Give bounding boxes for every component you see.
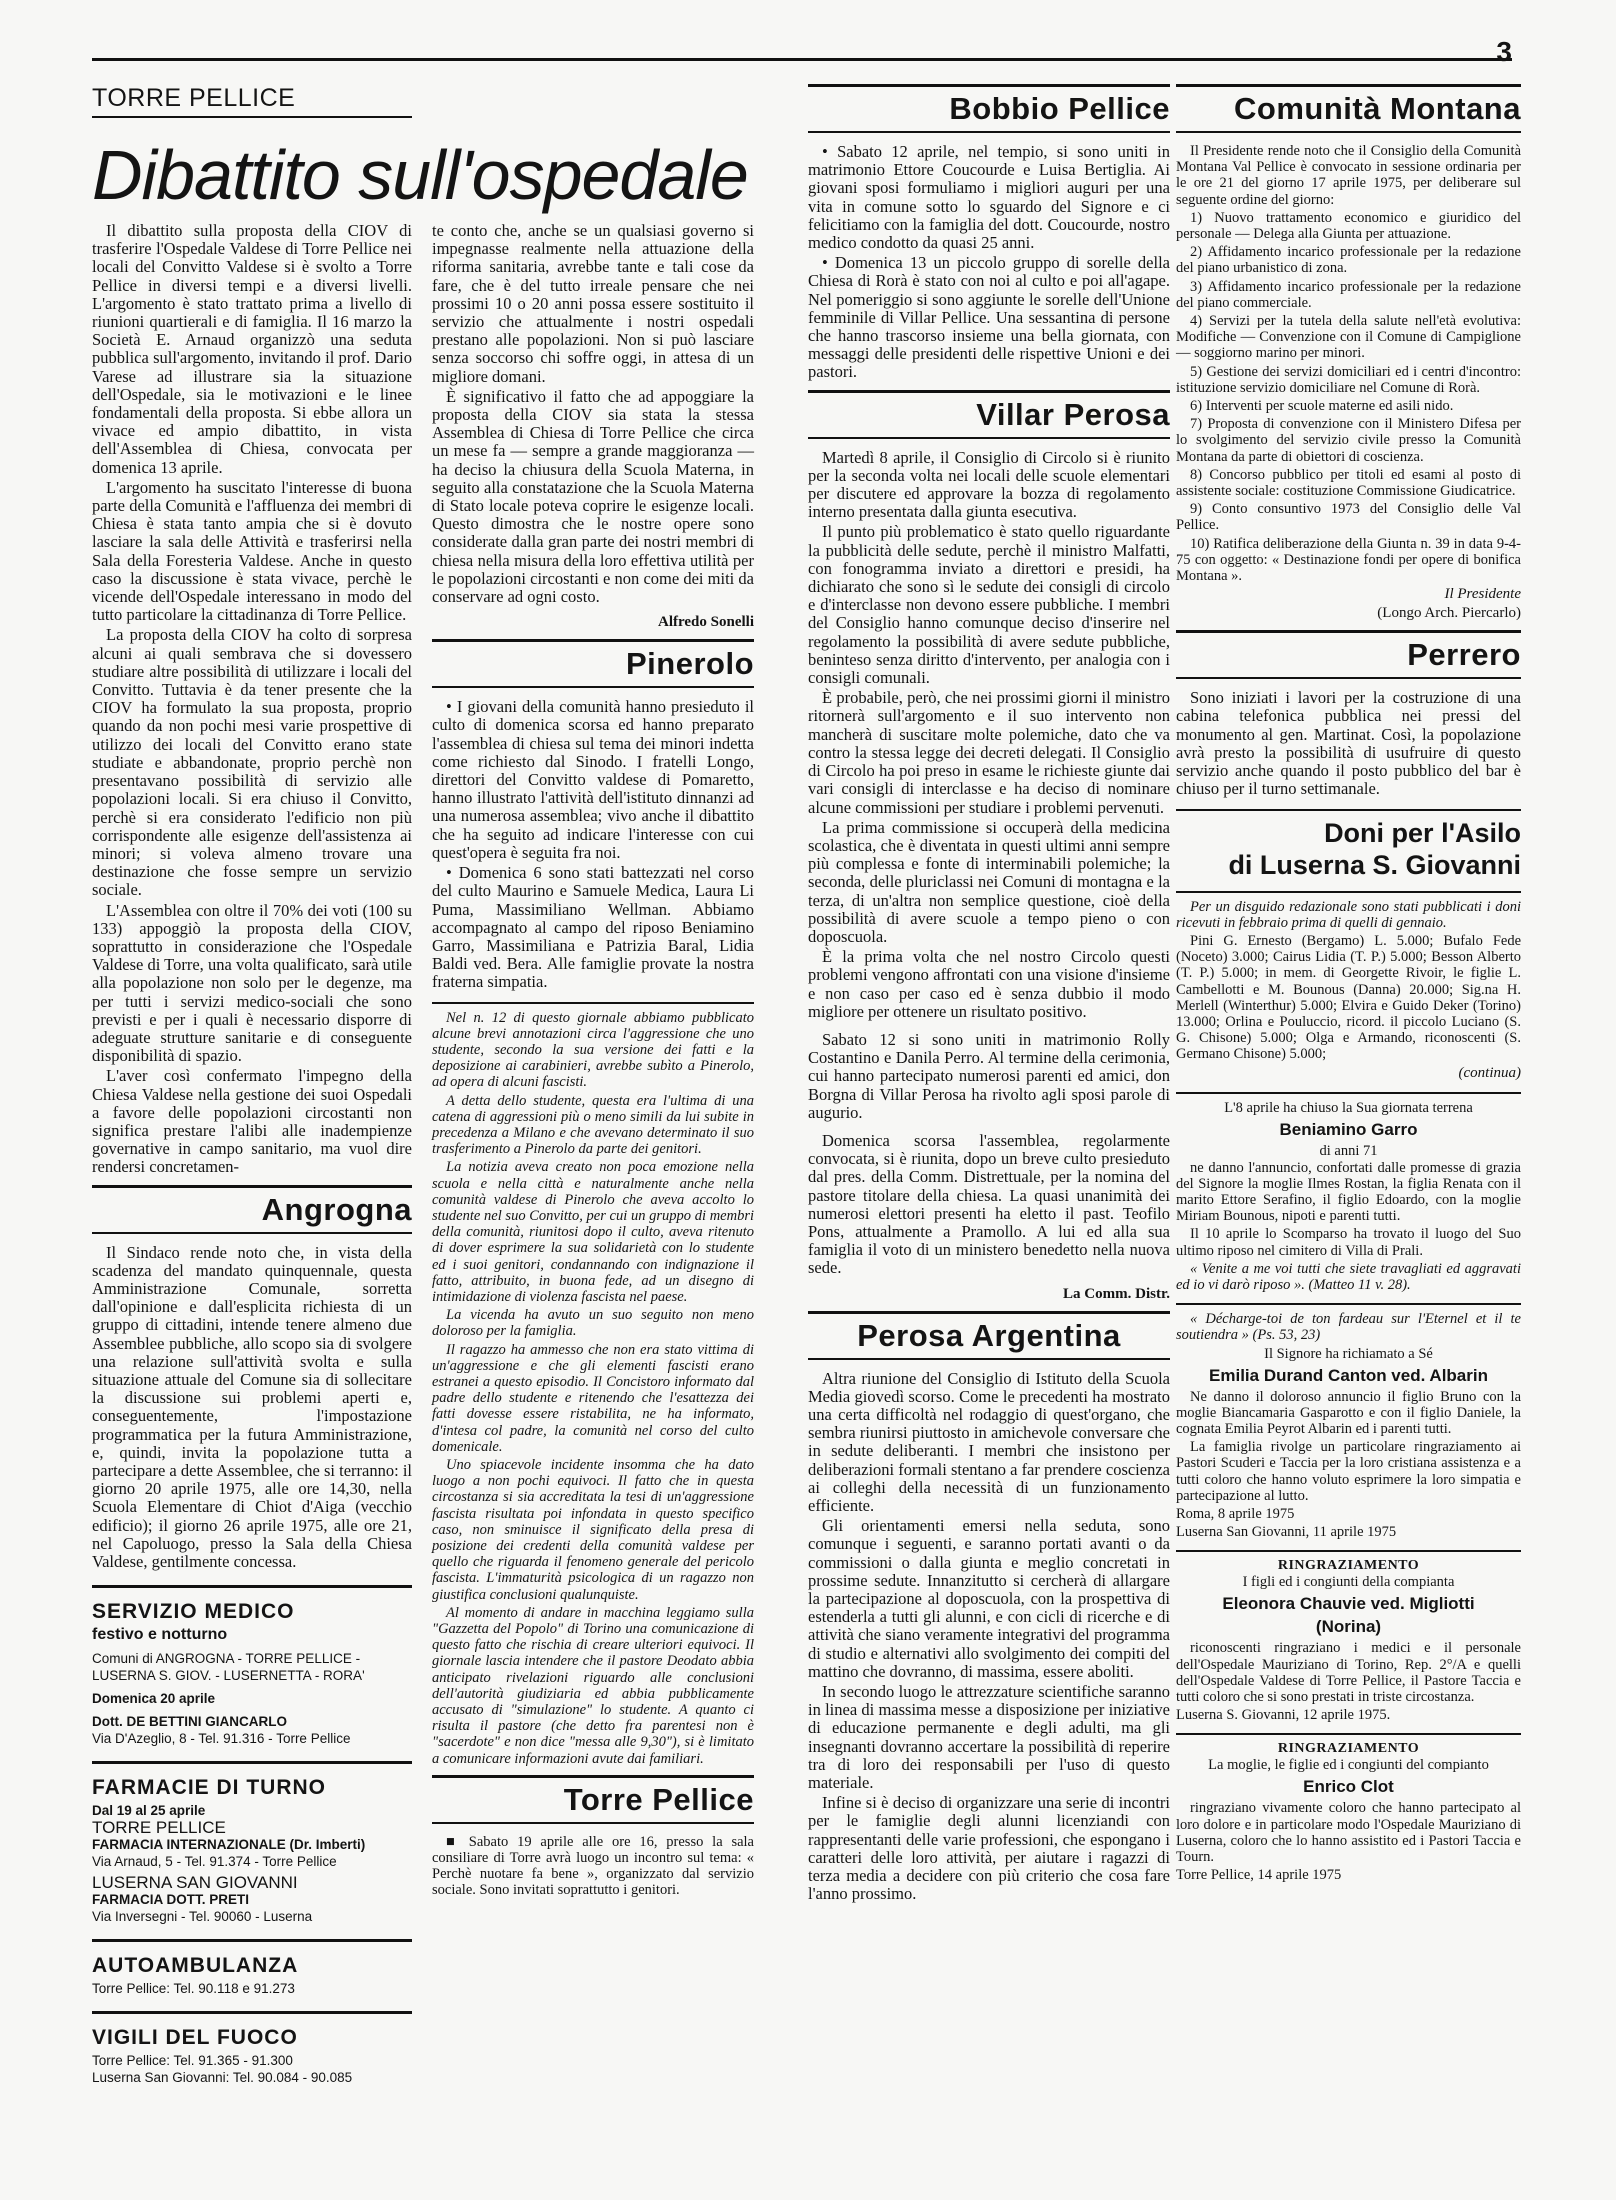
paragraph: • Sabato 12 aprile, nel tempio, si sono uniti in matrimonio Ettore Coucourde e Luisa Bertiglia. Ai giovani sposi formuliamo i migliori auguri per una vita in comune sotto lo sguardo del Signore e ci felicitiamo con la famiglia del dott. Coucourde, nostro medico condotto da quasi 25 anni. xyxy=(808,142,1170,253)
section-title-torre-pellice: Torre Pellice xyxy=(432,1775,754,1824)
obituary-name: Beniamino Garro xyxy=(1279,1119,1418,1139)
divider xyxy=(432,1002,754,1004)
paragraph: La vicenda ha avuto un suo seguito non meno doloroso per la famiglia. xyxy=(432,1307,754,1340)
paragraph: Il Sindaco rende noto che, in vista della scadenza del mandato quinquennale, questa Amministrazione Comunale, sorretta dall'opinione e dall'esplicita richiesta di un gruppo di cittadini, intende tenere almeno due Assemblee pubbliche, allo scopo sia di svolgere una relazione sull'attività svolta e sulla situazione attuale del Comune sia di sollecitare la discussione sui problemi aperti e, conseguentemente, l'impostazione programmatica per la futura Amministrazione, e, quindi, invita la popolazione tutta a partecipare a dette Assemblee, che si terranno: il giorno 20 aprile 1975, alle ore 14,30, nella Scuola Elementare di Chiot d'Aiga (vecchio edificio); il giorno 26 aprile 1975, alle ore 21, nel Capoluogo, presso la Sala della Chiesa Valdese, gentilmente concessa. xyxy=(92,1242,412,1572)
divider xyxy=(1176,1303,1521,1305)
paragraph: Uno spiacevole incidente insomma che ha dato luogo a non pochi equivoci. Il fatto che in questa circostanza si sia accreditata la tesi di un'aggressione fascista risultata poi infondata in questo specifico caso, non sminuisce il significato della presa di posizione dei credenti della comunità valdese per quello che riguarda il fenomeno generale del pericolo fascista. L'immaturità psicologica di un ragazzo non giustifica conclusioni qualunquiste. xyxy=(432,1457,754,1603)
paragraph: Nel n. 12 di questo giornale abbiamo pubblicato alcune brevi annotazioni circa l'aggressione che uno studente, secondo la sua versione dei fatti e la deposizione ai carabinieri, avrebbe subìto a Pinerolo, ad opera di alcuni fascisti. xyxy=(432,1009,754,1091)
obituary-intro: L'8 aprile ha chiuso la Sua giornata terrena xyxy=(1224,1099,1473,1116)
paragraph: Per un disguido redazionale sono stati pubblicati i doni ricevuti in febbraio prima di quelli di gennaio. xyxy=(1176,898,1521,931)
box-line: Luserna San Giovanni: Tel. 90.084 - 90.085 xyxy=(92,2070,353,2086)
paragraph: In secondo luogo le attrezzature scientifiche saranno in linea di massima messe a disposizione per iniziative di educazione permanente e degli adulti, ma gli insegnanti dovranno accertare la possibilità di reperire tra di loro dei responsabili per l'uso di questo materiale. xyxy=(808,1682,1170,1793)
paragraph: Infine si è deciso di organizzare una serie di incontri per le famiglie degli alunni licenziandi con rappresentanti delle varie professioni, che espongano i caratteri delle loro attività, per aiutare i ragazzi di terza media a decidere con più criterio che cosa fare l'anno prossimo. xyxy=(808,1793,1170,1904)
paragraph: • I giovani della comunità hanno presieduto il culto di domenica scorsa ed hanno preparato l'assemblea di chiesa sul tema dei minori indetta come richiesto dal Sinodo. I fratelli Longo, direttori del Convitto valdese di Pomaretto, hanno illustrato l'attività dell'istituto dinnanzi ad una numerosa assemblea; vivo anche il dibattito che ha seguito ad indicare l'interesse con cui quest'opera è seguita fra noi. xyxy=(432,697,754,862)
paragraph: Ne danno il doloroso annuncio il figlio Bruno con la moglie Biancamaria Gasparotto e con il figlio Daniele, la cognata Emilia Peyrot Albarin ed i parenti tutti. xyxy=(1176,1388,1521,1437)
agenda-item: 10) Ratifica deliberazione della Giunta n. 39 in data 9-4-75 con oggetto: « Destinazione fondi per opere di bonifica Montana ». xyxy=(1176,535,1521,585)
box-title: FARMACIE DI TURNO xyxy=(92,1776,326,1800)
box-line: Domenica 20 aprile xyxy=(92,1691,216,1707)
obituary-intro: Il Signore ha richiamato a Sé xyxy=(1264,1345,1433,1362)
paragraph: La notizia aveva creato non poca emozione nella scuola e nella città e naturalmente anche nella comunità valdese di Pinerolo che aveva accolto lo studente nel suo Convitto, per cui un gruppo di membri della comunità, riunitosi dopo il culto, aveva ritenuto di dover esprimere la sua solidarietà con lo studente ed i suoi genitori, condannando con indignazione il fatto, attribuito, in buona fede, ad un disegno di intimidazione di violenza fascista nel paese. xyxy=(432,1159,754,1305)
place-date: Roma, 8 aprile 1975 xyxy=(1176,1505,1295,1522)
paragraph: È probabile, però, che nei prossimi giorni il ministro ritornerà sull'argomento e il suo intervento non mancherà di suscitare molte polemiche, dato che va contro la stessa legge dei decreti delegati. Il Consiglio di Circolo ha poi preso in esame le richieste giunte dai vari consigli di interclasse e ha deciso di nominare alcune commissioni per studiare i problemi pervenuti. xyxy=(808,688,1170,817)
agenda-item: 6) Interventi per scuole materne ed asili nido. xyxy=(1190,398,1454,415)
paragraph: L'argomento ha suscitato l'interesse di buona parte della Comunità e l'affluenza dei membri di Chiesa è stata tanto ampia che si è dovuto lasciare la sala delle Attività e trasferirsi nella Sala della Foresteria Valdese. Anche in questo caso la discussione è stata vivace, perchè le vicende dell'Ospedale interessano in modo del tutto particolare la cittadinanza di Torre Pellice. xyxy=(92,477,412,625)
agenda-item: 7) Proposta di convenzione con il Ministero Difesa per lo svolgimento del servizio civile presso la Comunità Montana da parte di obiettori di coscienza. xyxy=(1176,416,1521,465)
paragraph: ne danno l'annuncio, confortati dalle promesse di grazia del Signore la moglie Ilmes Rostan, la figlia Renata con il marito Ettore Serafino, il figlio Edoardo, con la moglie Miriam Bounous, nipoti e parenti tutti. xyxy=(1176,1159,1521,1225)
ringraziamento-intro: I figli ed i congiunti della compianta xyxy=(1242,1574,1455,1591)
top-rule xyxy=(92,58,1512,61)
box-line: Via Inversegni - Tel. 90060 - Luserna xyxy=(92,1909,313,1925)
divider xyxy=(1176,1092,1521,1094)
agenda-item: 4) Servizi per la tutela della salute nell'età evolutiva: Modifiche — Convenzione con il Comune di Campiglione — soggiorno marino per minori. xyxy=(1176,313,1521,362)
obituary-age: di anni 71 xyxy=(1319,1142,1378,1159)
paragraph: Martedì 8 aprile, il Consiglio di Circolo si è riunito per la seconda volta nei locali delle scuole elementari per discutere ed approvare la bozza di regolamento interno presentata dalla giunta esecutiva. xyxy=(808,447,1170,522)
paragraph: L'aver così confermato l'impegno della Chiesa Valdese nella gestione dei suoi Ospedali a favore delle popolazioni circostanti non significa prestare l'alibi alle inadempienze governative in campo sanitario, ma vuol dire rendersi concretamen- xyxy=(92,1066,412,1177)
ringraziamento-name: Enrico Clot xyxy=(1303,1777,1394,1797)
section-title-perrero: Perrero xyxy=(1176,630,1521,679)
divider xyxy=(1176,891,1521,893)
paragraph: La famiglia rivolge un particolare ringraziamento ai Pastori Scuderi e Taccia per la loro cristiana assistenza e a tutti coloro che hanno voluto esprimere la loro simpatia e partecipazione al lutto. xyxy=(1176,1439,1521,1504)
box-title: SERVIZIO MEDICO xyxy=(92,1600,295,1624)
page-number: 3 xyxy=(1496,36,1512,67)
agenda-item: 1) Nuovo trattamento economico e giuridico del personale — Delega alla Giunta per attuazione. xyxy=(1176,209,1521,243)
agenda-item: 8) Concorso pubblico per titoli ed esami al posto di assistente sociale: costituzione Commissione Giudicatrice. xyxy=(1176,466,1521,500)
section-title-villar: Villar Perosa xyxy=(808,390,1170,439)
paragraph: A detta dello studente, questa era l'ultima di una catena di aggressioni più o meno simili da lui subite in precedenza a Milano e che avevano determinato il suo trasferimento a Pinerolo da parte dei genitori. xyxy=(432,1092,754,1158)
obituary-name: Emilia Durand Canton ved. Albarin xyxy=(1209,1365,1488,1385)
column-3 xyxy=(808,84,1170,1905)
box-line: Via Arnaud, 5 - Tel. 91.374 - Torre Pellice xyxy=(92,1854,337,1870)
main-headline: Dibattito sull'ospedale xyxy=(92,136,748,214)
farmacie-box xyxy=(92,1761,412,1925)
box-line: Dott. DE BETTINI GIANCARLO xyxy=(92,1714,287,1730)
paragraph: Il 10 aprile lo Scomparso ha trovato il luogo del Suo ultimo riposo nel cimitero di Villa di Prali. xyxy=(1176,1226,1521,1259)
ringraziamento-name: (Norina) xyxy=(1315,1617,1382,1637)
ringraziamento-header: RINGRAZIAMENTO xyxy=(1277,1558,1420,1574)
ringraziamento-header: RINGRAZIAMENTO xyxy=(1277,1741,1420,1757)
box-line: Dal 19 al 25 aprile xyxy=(92,1803,206,1819)
paragraph: Il dibattito sulla proposta della CIOV di trasferire l'Ospedale Valdese di Torre Pellice nei locali del Convitto Valdese si è svolto a Torre Pellice in diversi tempi e a diversi livelli. L'argomento è stato trattato prima a livello di riunioni quartierali e di famiglia. Il 16 marzo la Società E. Arnaud organizzò una seduta pubblica sull'argomento, invitando il prof. Dario Varese ad illustrare sia la situazione dell'Ospedale, sia le motivazioni e le linee fondamentali della proposta. Si ebbe allora un vivace ed ampio dibattito, in vista dell'Assemblea di Chiesa, convocata per domenica 13 aprile. xyxy=(92,221,412,477)
section-kicker: TORRE PELLICE xyxy=(92,84,412,118)
paragraph: È la prima volta che nel nostro Circolo questi problemi vengono affrontati con una visione d'insieme e non caso per caso ed è senza dubbio il modo migliore per ottenere un risultato positivo. xyxy=(808,947,1170,1021)
agenda-item: 2) Affidamento incarico professionale per la redazione del piano urbanistico di zona. xyxy=(1176,244,1521,277)
servizio-medico-box xyxy=(92,1585,412,1747)
divider xyxy=(1176,809,1521,811)
section-title-pinerolo: Pinerolo xyxy=(432,639,754,688)
box-line: Comuni di ANGROGNA - TORRE PELLICE - LUSERNA S. GIOV. - LUSERNETTA - RORA' xyxy=(92,1651,365,1684)
agenda-item: 5) Gestione dei servizi domiciliari ed i centri d'incontro: istituzione servizio domiciliare nel Comune di Rorà. xyxy=(1176,363,1521,396)
paragraph: • Domenica 6 sono stati battezzati nel corso del culto Maurino e Samuele Medica, Laura Li Puma, Massimiliano Wellman. Abbiamo accompagnato al campo del riposo Beniamino Garro, Massimiliana e Patrizia Baral, Lidia Baldi ved. Bera. Alle famiglie provate la nostra fraterna simpatia. xyxy=(432,863,754,992)
agenda-item: 9) Conto consuntivo 1973 del Consiglio delle Val Pellice. xyxy=(1176,501,1521,534)
section-title-comunita: Comunità Montana xyxy=(1176,84,1521,133)
paragraph: ringraziano vivamente coloro che hanno partecipato al loro dolore e in particolare modo l'Ospedale Mauriziano di Luserna, coloro che lo hanno assistito ed i Pastori Taccia e Tourn. xyxy=(1176,1800,1521,1866)
divider xyxy=(1176,1550,1521,1552)
column-1 xyxy=(92,84,412,118)
vigili-box xyxy=(92,2011,412,2086)
ringraziamento-name: Eleonora Chauvie ved. Migliotti xyxy=(1222,1594,1475,1614)
box-line: Torre Pellice: Tel. 91.365 - 91.300 xyxy=(92,2053,293,2069)
signature: Alfredo Sonelli xyxy=(658,614,754,631)
paragraph: Sabato 12 si sono uniti in matrimonio Rolly Costantino e Danila Perro. Al termine della cerimonia, cui hanno partecipato numerosi parenti ed amici, don Borgna di Villar Perosa ha rivolto agli sposi parole di augurio. xyxy=(808,1029,1170,1122)
doni-title-2: di Luserna S. Giovanni xyxy=(1228,849,1521,880)
paragraph: Domenica scorsa l'assemblea, regolarmente convocata, si è riunita, dopo un breve culto presieduto dal pres. della Comm. Distrettuale, per la nomina del pastore titolare della chiesa. La quasi unanimità dei numerosi elettori presenti ha eletto il past. Teofilo Pons, attualmente a Pramollo. A lui ed alla sua famiglia il voto di un ministero benedetto nella nuova sede. xyxy=(808,1130,1170,1278)
paragraph: • Domenica 13 un piccolo gruppo di sorelle della Chiesa di Rorà è stato con noi al culto e poi all'agape. Nel pomeriggio si sono aggiunte le sorelle dell'Unione femminile di Villar Pellice. Una sessantina di persone che hanno trascorso insieme una bella giornata, con messaggi delle presidenti delle rispettive Unioni e dei pastori. xyxy=(808,253,1170,382)
box-line: Torre Pellice: Tel. 90.118 e 91.273 xyxy=(92,1981,295,1997)
section-title-perosa: Perosa Argentina xyxy=(808,1311,1170,1360)
box-line: FARMACIA DOTT. PRETI xyxy=(92,1892,249,1908)
paragraph: Pini G. Ernesto (Bergamo) L. 5.000; Bufalo Fede (Noceto) 3.000; Cairus Lidia (T. P.) 5.000; Besson Alberto (T. P.) 5.000; in mem. di Georgette Rivoir, le figlie L. Cambellotti e M. Bounous (Danna) 20.000; Sig.na H. Merlell (Winterthur) 5.000; Elvira e Guido Deker (Torino) 13.000; Orlina e Pouluccio, ricord. il piccolo Luciano (S. G. Chisone) 5.000; Olga e Armando, riconoscenti (S. Germano Chisone) 5.000; xyxy=(1176,932,1521,1063)
place-date: Torre Pellice, 14 aprile 1975 xyxy=(1176,1867,1342,1884)
article-ospedale-col1 xyxy=(92,222,412,2086)
paragraph: Il punto più problematico è stato quello riguardante la pubblicità delle sedute, perchè il ministro Malfatti, con fonogramma inviato a direttori e presidi, ha dichiarato che sono sì le sedute dei consigli di circolo e d'interclasse non devono essere pubbliche. I membri del Consiglio hanno comunque deciso d'inserire nel regolamento la possibilità di avere sedute pubbliche, beninteso senza diritto d'intervento, per analogia con i consigli comunali. xyxy=(808,522,1170,688)
signature: La Comm. Distr. xyxy=(1063,1285,1170,1302)
column-4 xyxy=(1176,84,1521,1885)
agenda-item: 3) Affidamento incarico professionale per la redazione del piano commerciale. xyxy=(1176,278,1521,311)
place-date: Luserna S. Giovanni, 12 aprile 1975. xyxy=(1176,1707,1391,1724)
box-title: VIGILI DEL FUOCO xyxy=(92,2026,298,2050)
paragraph: Altra riunione del Consiglio di Istituto della Scuola Media giovedì scorso. Come le precedenti ha mostrato una certa difficoltà nel rodaggio di quest'organo, che sembra riunirsi piuttosto in amichevole conversare che in sedute deliberanti. I membri che insistono per deliberazioni formali stentano a far prendere coscienza ai colleghi della necessità di un funzionamento efficiente. xyxy=(808,1368,1170,1515)
divider xyxy=(1176,1733,1521,1735)
box-line: FARMACIA INTERNAZIONALE (Dr. Imberti) xyxy=(92,1837,366,1853)
continua-note: (continua) xyxy=(1458,1064,1521,1081)
signature: (Longo Arch. Piercarlo) xyxy=(1377,605,1521,622)
signature: Il Presidente xyxy=(1444,586,1521,603)
section-title-angrogna: Angrogna xyxy=(92,1185,412,1234)
paragraph: Sono iniziati i lavori per la costruzione di una cabina telefonica pubblica nei pressi del monumento al gen. Martinat. Così, la popolazione avrà presto la possibilità di usufruire di questo servizio anche quando il posto pubblico del bar è chiuso per il turno settimanale. xyxy=(1176,688,1521,799)
paragraph: te conto che, anche se un qualsiasi governo si impegnasse realmente nella attuazione della riforma sanitaria, avrebbe tante e tali cose da fare, che è del tutto irreale pensare che nei prossimi 10 o 20 anni possa essere sostituito il servizio che attualmente i nostri ospedali prestano alle popolazioni. Non si può lasciare senza soccorso chi soffre oggi, in attesa di un migliore domani. xyxy=(432,221,754,386)
box-line: LUSERNA SAN GIOVANNI xyxy=(92,1873,298,1893)
box-line: TORRE PELLICE xyxy=(92,1818,226,1838)
place-date: Luserna San Giovanni, 11 aprile 1975 xyxy=(1176,1524,1397,1541)
ringraziamento-intro: La moglie, le figlie ed i congiunti del compianto xyxy=(1208,1757,1489,1774)
paragraph: La proposta della CIOV ha colto di sorpresa alcuni ai quali sembrava che si dovessero studiare altre possibilità di utilizzare i locali del Convitto. Tuttavia è da tener presente che la CIOV ha formulato la sua proposta, proprio quando da non pochi mesi varie prospettive di utilizzo dei locali del Convitto erano state studiate e abbandonate, proprio perchè non presentavano possibilità di servizio alle popolazioni locali. Si era chiuso il Convitto, perchè si era considerato l'edificio non più corrispondente alle esigenze dell'assistenza ai minori; si voleva almeno trovare una destinazione che fosse sempre un servizio sociale. xyxy=(92,625,412,900)
paragraph: La prima commissione si occuperà della medicina scolastica, che è diventata in questi ultimi anni sempre più complessa e fonte di interminabili polemiche; la seconda, delle pluriclassi nei Comuni di montagna e la terza, di un'altra non semplice questione, cioè della possibilità di avere scuole a tempo pieno o con doposcuola. xyxy=(808,817,1170,946)
box-title: AUTOAMBULANZA xyxy=(92,1954,299,1978)
paragraph: riconoscenti ringraziano i medici e il personale dell'Ospedale Mauriziano di Torino, Rep. 2°/A e quelli dell'Ospedale Valdese di Torre Pellice, il Pastore Taccia e tutti coloro che si sono prestati in triste circostanza. xyxy=(1176,1640,1521,1705)
box-line: Via D'Azeglio, 8 - Tel. 91.316 - Torre Pellice xyxy=(92,1731,351,1747)
paragraph: È significativo il fatto che ad appoggiare la proposta della CIOV sia stata la stessa Assemblea di Chiesa di Torre Pellice che circa un mese fa — sempre a grande maggioranza — ha deciso la chiusura della Scuola Materna, in seguito alla constatazione che la Scuola Materna di Stato locale poteva coprire le esigenze locali. Questo dimostra che le nostre opere sono considerate dalla gran parte dei nostri membri di chiesa nella misura della loro effettiva utilità per le popolazioni circostanti e non come dei miti da conservare ad ogni costo. xyxy=(432,386,754,607)
quote: « Venite a me voi tutti che siete travagliati ed aggravati ed io vi darò riposo ». (Matteo 11 v. 28). xyxy=(1176,1260,1521,1293)
section-title-bobbio: Bobbio Pellice xyxy=(808,84,1170,133)
paragraph: Il ragazzo ha ammesso che non era stato vittima di un'aggressione e che gli elementi fascisti erano estranei a questo episodio. Il Concistoro informato dal padre dello studente e ritenendo che l'esattezza dei fatti dovesse essere ristabilita, ne ha informato, d'intesa col padre, la comunità nel corso del culto domenicale. xyxy=(432,1341,754,1455)
column-2 xyxy=(432,222,754,1901)
box-subtitle: festivo e notturno xyxy=(92,1626,228,1644)
autoambulanza-box xyxy=(92,1939,412,1997)
paragraph: Il Presidente rende noto che il Consiglio della Comunità Montana Val Pellice è convocato in sessione ordinaria per le ore 21 del giorno 17 aprile 1975, per deliberare sul seguente ordine del giorno: xyxy=(1176,143,1521,208)
paragraph: Al momento di andare in macchina leggiamo sulla "Gazzetta del Popolo" di Torino una comunicazione di questo fatto che rischia di creare ulteriori equivoci. Il giornale lascia intendere che il pastore Deodato abbia anticipato rivelazioni riguardo alle conclusioni dell'autorità giudiziaria ed abbia pubblicamente accusato di "simulazione" lo studente. A quanto ci risulta il pastore (che detto fra parentesi non è "sacerdote" e non dice "messa alle 9,30"), si è limitato a comunicare informazioni avute dai familiari. xyxy=(432,1604,754,1767)
quote: « Décharge-toi de ton fardeau sur l'Eternel et il te soutiendra » (Ps. 53, 23) xyxy=(1176,1311,1521,1344)
paragraph: L'Assemblea con oltre il 70% dei voti (100 su 133) appoggiò la proposta della CIOV, soprattutto in considerazione che l'Ospedale Valdese di Torre, una volta qualificato, sarà utile alla popolazione non solo per le degenze, ma per tutti i servizi medico-sociali che sono previsti e per i quali è necessario disporre di adeguate strutture sanitarie e di conseguente disponibilità di spazio. xyxy=(92,900,412,1066)
paragraph: ■ Sabato 19 aprile alle ore 16, presso la sala consiliare di Torre avrà luogo un incontro sul tema: « Perchè nuotare fa bene », organizzato dal servizio sociale. Sono invitati soprattutto i genitori. xyxy=(432,1833,754,1899)
paragraph: Gli orientamenti emersi nella seduta, sono comunque i seguenti, e saranno portati avanti o da commissioni o dalla giunta e meglio concretati in prossime sedute. Innanzitutto si cercherà di allargare la partecipazione al doposcuola, con la prospettiva di estenderla a tutti gli alunni, e con cicli di ricerche e di attività che siano veramente integrativi del programma di studio e alternativi allo svolgimento dei compiti del mattino che dovranno, di massima, essere aboliti. xyxy=(808,1516,1170,1681)
doni-title-1: Doni per l'Asilo xyxy=(1324,817,1521,848)
